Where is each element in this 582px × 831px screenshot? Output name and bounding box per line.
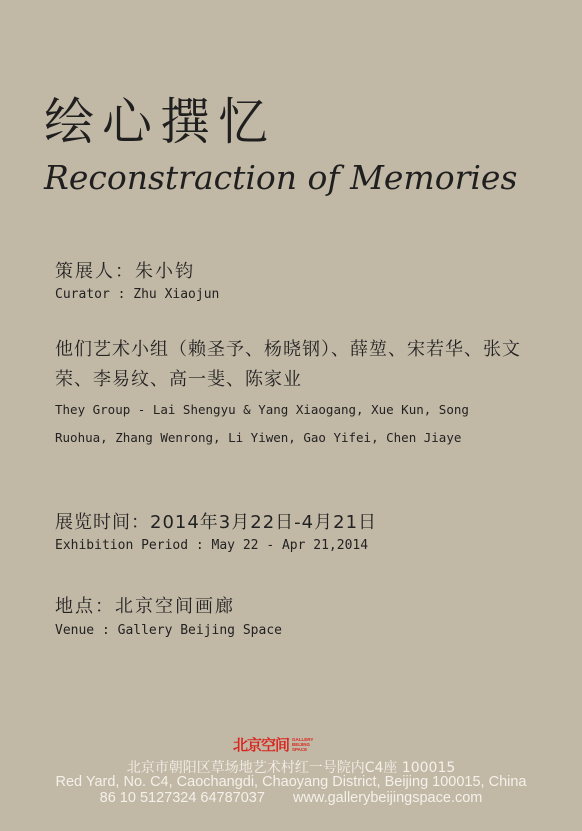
period-chinese: 展览时间：2014年3月22日-4月21日 xyxy=(55,512,378,533)
period-english: Exhibition Period : May 22 - Apr 21,2014 xyxy=(55,538,369,553)
logo-line: BEIJING xyxy=(292,742,311,747)
artists-english-line: Ruohua, Zhang Wenrong, Li Yiwen, Gao Yifei, Chen Jiaye xyxy=(55,430,462,445)
artists-chinese: 他们艺术小组（赖圣予、杨晓钢）、薛堃、宋若华、张文荣、李易纹、高一斐、陈家业 xyxy=(55,339,521,390)
address-english: Red Yard, No. C4, Caochangdi, Chaoyang District, Beijing 100015, China xyxy=(55,774,527,790)
address-chinese: 北京市朝阳区草场地艺术村红一号院内C4座 100015 xyxy=(126,760,456,776)
phone-numbers: 86 10 5127324 64787037 xyxy=(99,790,265,806)
artists-english-line: They Group - Lai Shengyu & Yang Xiaogang, Xue Kun, Song xyxy=(55,402,469,417)
curator-chinese: 策展人：朱小钧 xyxy=(55,261,195,282)
title-chinese: 绘心撰忆 xyxy=(44,93,276,151)
logo-line: GALLERY xyxy=(292,737,314,742)
website-link[interactable]: www.gallerybeijingspace.com xyxy=(292,790,483,806)
venue-english: Venue : Gallery Beijing Space xyxy=(55,623,282,638)
venue-chinese: 地点：北京空间画廊 xyxy=(55,596,235,617)
contact-line xyxy=(0,790,582,806)
artists-english xyxy=(55,396,535,452)
logo-line: SPACE xyxy=(292,747,308,752)
gallery-logo-mark: 北京空间 xyxy=(233,736,290,754)
title-english: Reconstraction of Memories xyxy=(44,158,518,197)
gallery-logo xyxy=(233,734,313,755)
gallery-logo-text xyxy=(292,737,313,752)
curator-english: Curator : Zhu Xiaojun xyxy=(55,287,220,302)
